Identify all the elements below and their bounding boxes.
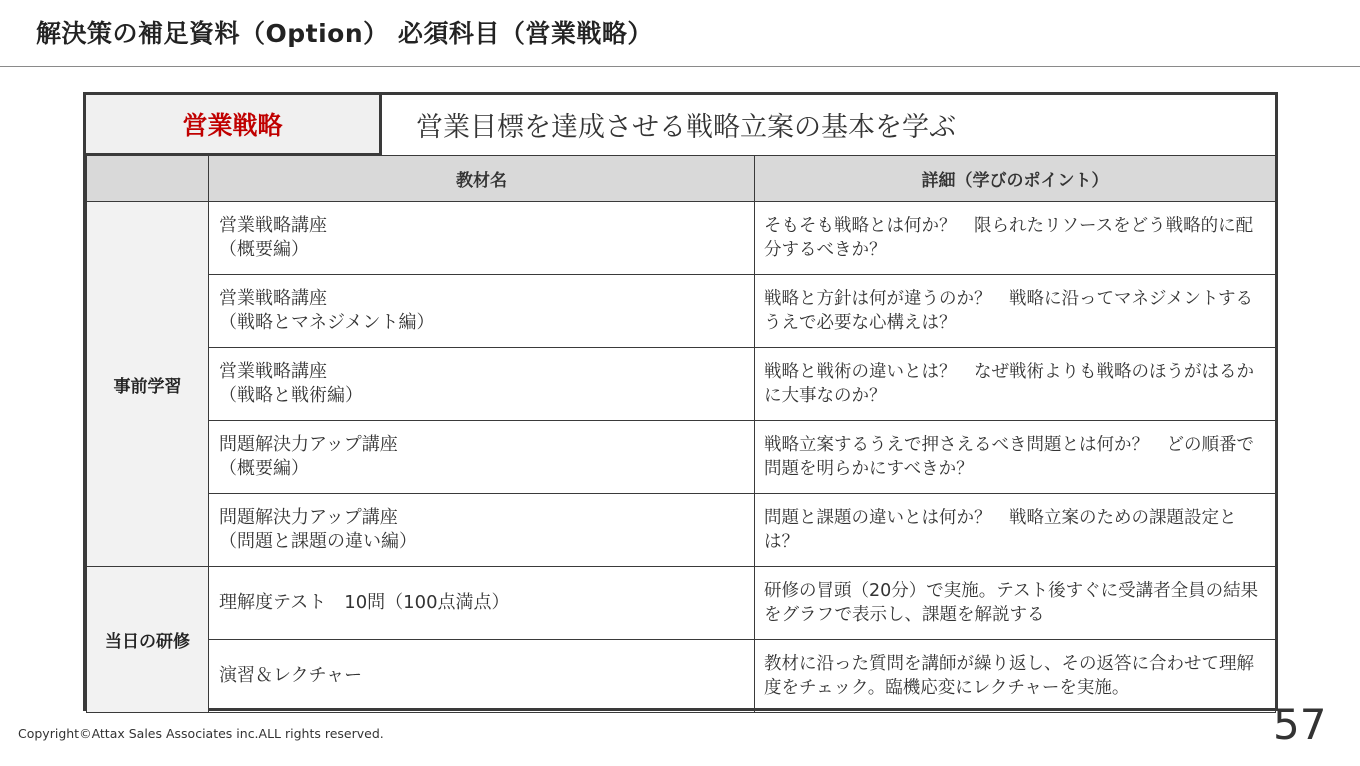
material-title: 演習＆レクチャー bbox=[219, 665, 363, 686]
table-row bbox=[87, 275, 1276, 348]
table-row bbox=[87, 567, 1276, 640]
course-table-frame bbox=[83, 92, 1278, 711]
material-title: 営業戦略講座 bbox=[219, 288, 327, 309]
title-divider bbox=[0, 66, 1360, 67]
column-header-material: 教材名 bbox=[209, 156, 755, 202]
material-title: 営業戦略講座 bbox=[219, 215, 327, 236]
table-row bbox=[87, 421, 1276, 494]
material-title: 問題解決力アップ講座 bbox=[219, 434, 398, 455]
materials-table bbox=[86, 155, 1276, 713]
material-title: 営業戦略講座 bbox=[219, 361, 327, 382]
material-name bbox=[209, 494, 755, 567]
material-detail: そもそも戦略とは何か？ 限られたリソースをどう戦略的に配分するべきか？ bbox=[755, 202, 1276, 275]
page-title: 解決策の補足資料（Option） 必須科目（営業戦略） bbox=[36, 19, 653, 48]
course-subtitle: 営業目標を達成させる戦略立案の基本を学ぶ bbox=[416, 111, 956, 143]
course-label: 営業戦略 bbox=[86, 95, 382, 156]
table-header-row bbox=[87, 156, 1276, 202]
material-detail: 研修の冒頭（20分）で実施。テスト後すぐに受講者全員の結果をグラフで表示し、課題を解説する bbox=[755, 567, 1276, 640]
category-pre-study: 事前学習 bbox=[87, 202, 209, 567]
material-name bbox=[209, 348, 755, 421]
page-number: 57 bbox=[1273, 700, 1327, 749]
table-row bbox=[87, 494, 1276, 567]
material-detail: 戦略と方針は何が違うのか？ 戦略に沿ってマネジメントするうえで必要な心構えは？ bbox=[755, 275, 1276, 348]
material-subtitle: （概要編） bbox=[219, 239, 309, 260]
material-detail: 戦略立案するうえで押さえるべき問題とは何か？ どの順番で問題を明らかにすべきか？ bbox=[755, 421, 1276, 494]
material-title: 問題解決力アップ講座 bbox=[219, 507, 398, 528]
material-detail: 教材に沿った質問を講師が繰り返し、その返答に合わせて理解度をチェック。臨機応変にレクチャーを実施。 bbox=[755, 640, 1276, 713]
material-subtitle: （戦略とマネジメント編） bbox=[219, 312, 435, 333]
column-header-category bbox=[87, 156, 209, 202]
category-training-day: 当日の研修 bbox=[87, 567, 209, 713]
material-subtitle: （概要編） bbox=[219, 458, 309, 479]
material-name bbox=[209, 275, 755, 348]
course-header bbox=[86, 95, 1275, 156]
material-name bbox=[209, 421, 755, 494]
table-row bbox=[87, 202, 1276, 275]
table-row bbox=[87, 348, 1276, 421]
material-subtitle: （戦略と戦術編） bbox=[219, 385, 363, 406]
material-subtitle: （問題と課題の違い編） bbox=[219, 531, 417, 552]
material-detail: 戦略と戦術の違いとは？ なぜ戦術よりも戦略のほうがはるかに大事なのか？ bbox=[755, 348, 1276, 421]
material-name bbox=[209, 567, 755, 640]
material-name bbox=[209, 640, 755, 713]
column-header-detail: 詳細（学びのポイント） bbox=[755, 156, 1276, 202]
material-name bbox=[209, 202, 755, 275]
material-title: 理解度テスト 10問（100点満点） bbox=[219, 592, 510, 613]
copyright-notice: Copyright©Attax Sales Associates inc.ALL rights reserved. bbox=[18, 726, 384, 741]
material-detail: 問題と課題の違いとは何か？ 戦略立案のための課題設定とは？ bbox=[755, 494, 1276, 567]
table-row bbox=[87, 640, 1276, 713]
